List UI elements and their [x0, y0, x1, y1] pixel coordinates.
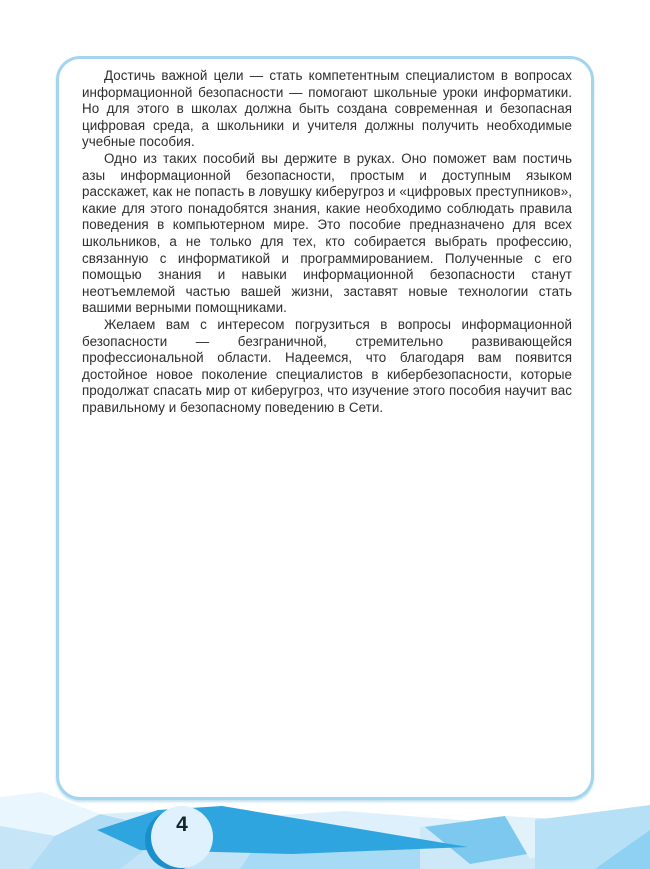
- page-number: 4: [176, 813, 188, 836]
- paragraph-3: Желаем вам с интересом погрузиться в вопросы информационной безопасности — безграничной, стремительно развивающейся профессиональной области. Надеемся, что благодаря вам появится достойное новое поколение специалистов в кибербезопасности, которые продолжат спасать мир от киберугроз, что изучение этого пособия научит вас правильному и безопасному поведению в Сети.: [82, 316, 572, 415]
- footer-low-poly-decoration: [0, 789, 650, 869]
- paragraph-1: Достичь важной цели — стать компетентным специалистом в вопросах информационной безопасности — помогают школьные уроки информатики. Но для этого в школах должна быть создана современная и безопасная цифровая среда, а школьники и учителя должны получить необходимые учебные пособия.: [82, 68, 572, 150]
- paragraph-2: Одно из таких пособий вы держите в руках. Оно поможет вам постичь азы информационной безопасности, простым и доступным языком расскажет, как не попасть в ловушку киберугроз и «цифровых преступников», какие для этого понадобятся знания, какие необходимо соблюдать правила поведения в компьютерном мире. Это пособие предназначено для всех школьников, а не только для тех, кто собирается выбрать профессию, связанную с информатикой и программированием. Полученные с его помощью знания и навыки информационной безопасности станут неотъемлемой частью вашей жизни, заставят новые технологии стать вашими верными помощниками.: [82, 150, 572, 316]
- page-number-badge: [151, 806, 213, 868]
- content-frame: [56, 56, 594, 800]
